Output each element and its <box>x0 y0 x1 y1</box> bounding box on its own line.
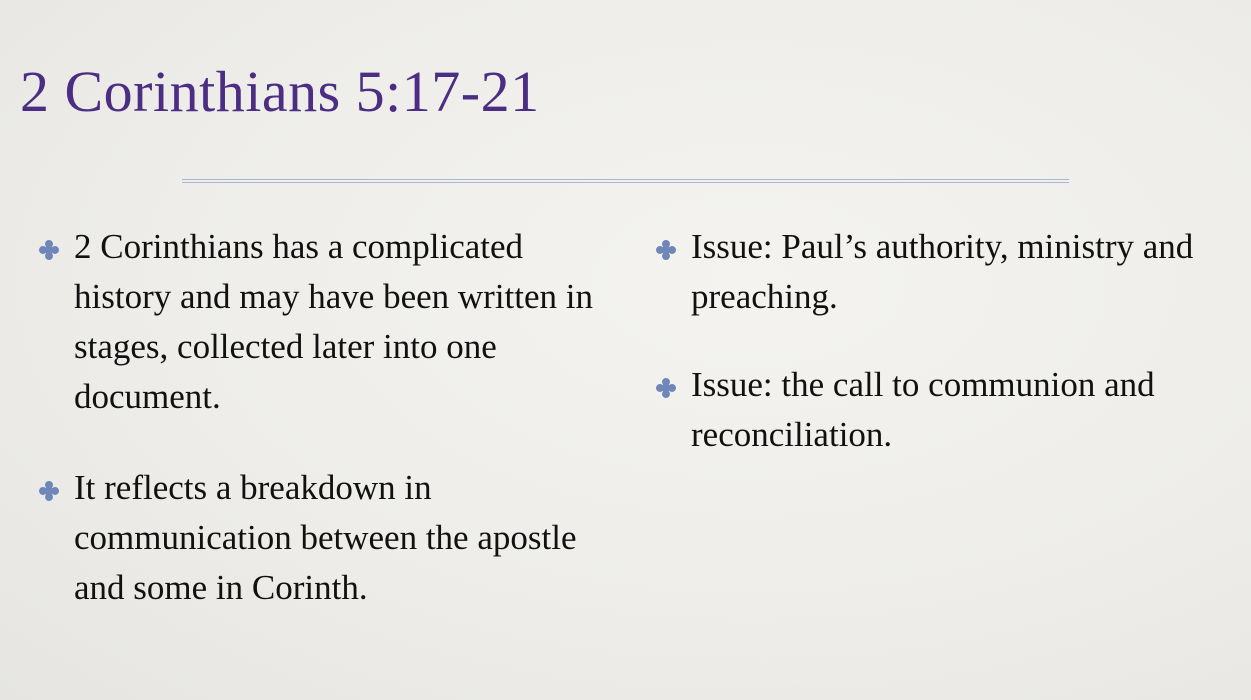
bullet-text: It reflects a breakdown in communication between the apostle and some in Corinth. <box>74 468 577 607</box>
bullet-text: Issue: the call to communion and reconciliation. <box>691 365 1155 454</box>
bullet-item <box>655 222 1215 322</box>
bullet-item <box>38 222 598 422</box>
title-divider <box>182 179 1069 184</box>
clover-cross-icon <box>38 480 60 502</box>
bullet-item <box>38 463 598 613</box>
bullet-text: Issue: Paul’s authority, ministry and preaching. <box>691 227 1194 316</box>
slide-title: 2 Corinthians 5:17-21 <box>20 59 540 124</box>
bullet-text: 2 Corinthians has a complicated history and may have been written in stages, collected later into one document. <box>74 227 594 416</box>
left-column <box>38 222 598 613</box>
right-column <box>655 222 1215 460</box>
clover-cross-icon <box>655 377 677 399</box>
bullet-item <box>655 360 1215 460</box>
clover-cross-icon <box>38 239 60 261</box>
clover-cross-icon <box>655 239 677 261</box>
